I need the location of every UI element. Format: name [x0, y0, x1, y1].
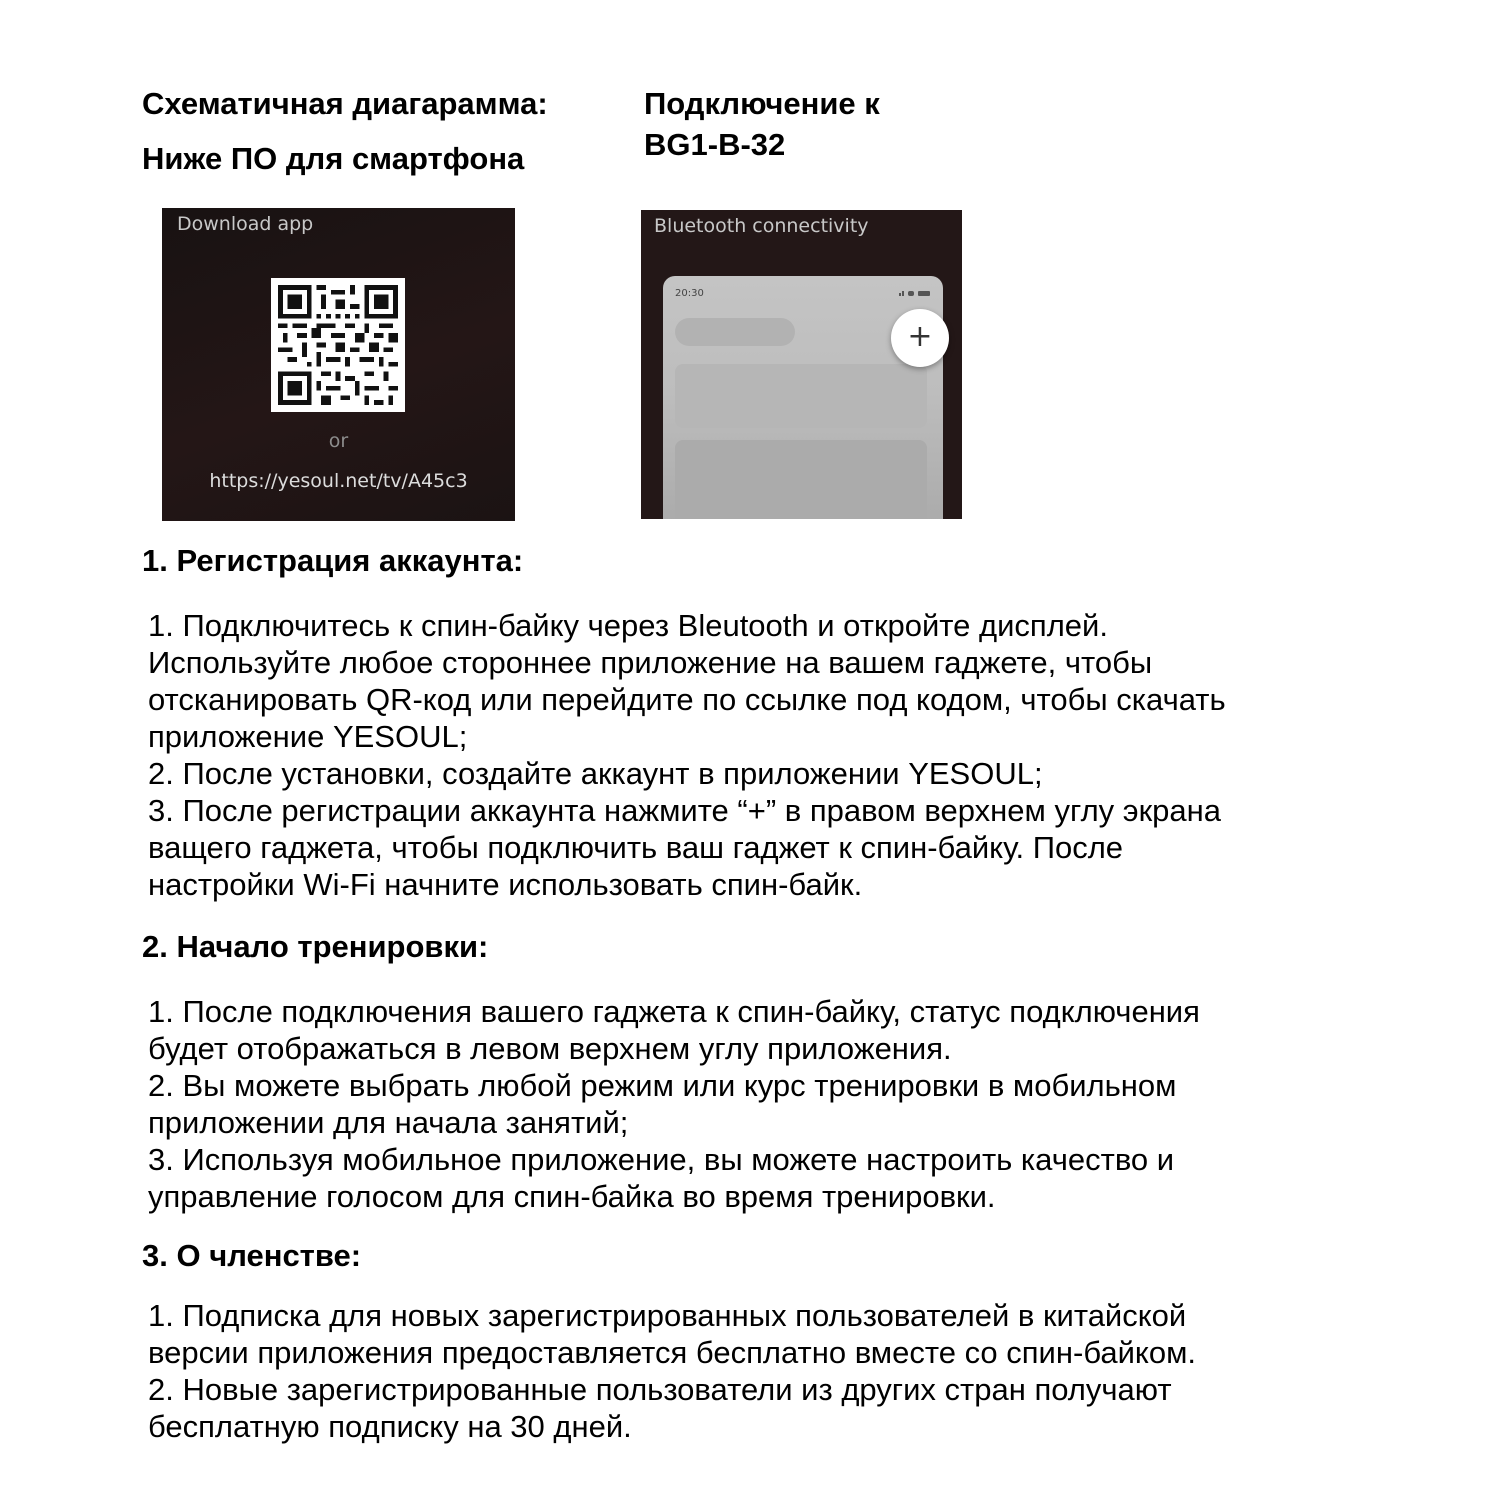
qr-code[interactable]	[271, 278, 405, 412]
diagram-heading: Схематичная диагарамма:	[142, 86, 548, 121]
download-url-link[interactable]: https://yesoul.net/tv/A45c3	[209, 470, 468, 492]
paragraph-line: настройки Wi-Fi начните использовать спин-байк.	[148, 867, 863, 902]
section-body-workout-start	[148, 993, 1448, 1215]
section-title-workout-start: 2. Начало тренировки:	[142, 929, 489, 964]
paragraph-line: 3. После регистрации аккаунта нажмите “+” в правом верхнем углу экрана	[148, 793, 1221, 828]
paragraph-line: будет отображаться в левом верхнем углу приложения.	[148, 1031, 952, 1066]
phone-search-bar	[675, 318, 795, 346]
phone-content-card	[675, 440, 927, 519]
paragraph-line: 2. Вы можете выбрать любой режим или курс тренировки в мобильном	[148, 1068, 1177, 1103]
qr-code-icon	[278, 285, 398, 405]
paragraph-line: приложении для начала занятий;	[148, 1105, 629, 1140]
paragraph-line: бесплатную подписку на 30 дней.	[148, 1409, 632, 1444]
section-body-account-registration	[148, 607, 1448, 903]
section-body-membership	[148, 1297, 1448, 1445]
signal-battery-icon	[899, 290, 931, 296]
paragraph-line: приложение YESOUL;	[148, 719, 468, 754]
paragraph-line: 3. Используя мобильное приложение, вы можете настроить качество и	[148, 1142, 1175, 1177]
phone-screen	[663, 276, 943, 519]
section-title-account-registration: 1. Регистрация аккаунта:	[142, 543, 524, 578]
section-title-membership: 3. О членстве:	[142, 1238, 362, 1273]
or-divider-text: or	[328, 430, 349, 452]
paragraph-line: ващего гаджета, чтобы подключить ваш гаджет к спин-байку. После	[148, 830, 1124, 865]
paragraph-line: 2. Новые зарегистрированные пользователи из других стран получают	[148, 1372, 1172, 1407]
paragraph-line: 1. Подключитесь к спин-байку через Bleutooth и откройте дисплей.	[148, 608, 1108, 643]
download-app-label: Download app	[177, 213, 314, 235]
phone-status-time: 20:30	[675, 288, 704, 299]
model-name: BG1-B-32	[644, 127, 786, 162]
paragraph-line: 1. Подписка для новых зарегистрированных пользователей в китайской	[148, 1298, 1187, 1333]
app-subheading: Ниже ПО для смартфона	[142, 141, 525, 176]
paragraph-line: Используйте любое стороннее приложение на вашем гаджете, чтобы	[148, 645, 1153, 680]
bluetooth-connectivity-label: Bluetooth connectivity	[654, 215, 869, 237]
paragraph-line: управление голосом для спин-байка во время тренировки.	[148, 1179, 996, 1214]
paragraph-line: версии приложения предоставляется бесплатно вместе со спин-байком.	[148, 1335, 1196, 1370]
phone-content-card	[675, 364, 927, 428]
connection-heading: Подключение к	[644, 86, 880, 121]
download-app-panel	[162, 208, 515, 521]
add-device-button[interactable]: +	[891, 309, 949, 367]
paragraph-line: отсканировать QR-код или перейдите по ссылке под кодом, чтобы скачать	[148, 682, 1226, 717]
paragraph-line: 2. После установки, создайте аккаунт в приложении YESOUL;	[148, 756, 1043, 791]
paragraph-line: 1. После подключения вашего гаджета к спин-байку, статус подключения	[148, 994, 1200, 1029]
bluetooth-connectivity-panel	[641, 210, 962, 519]
